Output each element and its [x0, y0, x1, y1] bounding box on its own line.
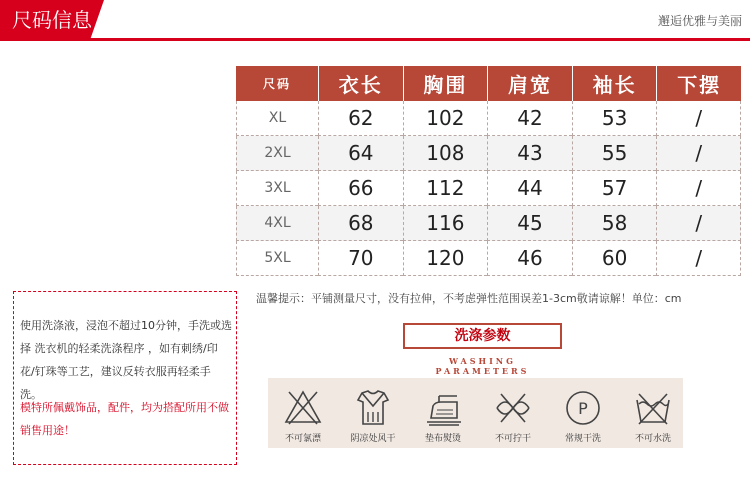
- header-bar: [0, 0, 750, 40]
- cell-sleeve: 55: [572, 136, 657, 171]
- size-table: [236, 66, 741, 276]
- header-shoulder: 肩宽: [487, 66, 572, 101]
- cell-sleeve: 57: [572, 171, 657, 206]
- header-divider: [0, 38, 750, 41]
- cell-size: 5XL: [236, 241, 318, 276]
- cell-hem: /: [656, 101, 741, 136]
- table-row: [236, 101, 741, 136]
- svg-text:P: P: [578, 399, 588, 418]
- cell-bust: 112: [403, 171, 488, 206]
- cell-shoulder: 45: [487, 206, 572, 241]
- header-bust: 胸围: [403, 66, 488, 101]
- washing-subtitle: WASHING PARAMETERS: [435, 356, 530, 376]
- cell-sleeve: 53: [572, 101, 657, 136]
- cell-size: XL: [236, 101, 318, 136]
- cell-bust: 102: [403, 101, 488, 136]
- cell-bust: 108: [403, 136, 488, 171]
- table-row: [236, 171, 741, 206]
- care-item: [408, 378, 478, 448]
- cell-shoulder: 43: [487, 136, 572, 171]
- cell-bust: 116: [403, 206, 488, 241]
- cell-hem: /: [656, 241, 741, 276]
- cell-length: 64: [318, 136, 403, 171]
- cell-length: 66: [318, 171, 403, 206]
- cell-bust: 120: [403, 241, 488, 276]
- care-label: 阴凉处风干: [350, 434, 396, 444]
- cell-shoulder: 44: [487, 171, 572, 206]
- page-title: 尺码信息: [12, 8, 92, 32]
- care-label: 常规干洗: [564, 434, 601, 444]
- no-wash-icon: [633, 388, 673, 428]
- cell-shoulder: 42: [487, 101, 572, 136]
- shade-dry-icon: [353, 388, 393, 428]
- no-bleach-icon: [283, 388, 323, 428]
- table-row: [236, 241, 741, 276]
- care-item: [548, 378, 618, 448]
- header-slogan: 邂逅优雅与美丽: [657, 14, 742, 28]
- table-row: [236, 136, 741, 171]
- care-label: 垫布熨烫: [424, 434, 461, 444]
- table-header-row: [236, 66, 741, 101]
- care-instructions-box: [13, 291, 237, 465]
- measurement-note: 温馨提示：平铺测量尺寸，没有拉伸，不考虑弹性范围误差1-3cm敬请谅解！单位：cm: [256, 292, 682, 305]
- care-label: 不可水洗: [634, 434, 671, 444]
- cell-hem: /: [656, 206, 741, 241]
- dry-clean-p-icon: [563, 388, 603, 428]
- no-wring-icon: [493, 388, 533, 428]
- care-item: [618, 378, 688, 448]
- washing-icons: [268, 378, 683, 448]
- care-label: 不可氯漂: [284, 434, 321, 444]
- washing-title: 洗涤参数: [403, 323, 562, 349]
- iron-with-cloth-icon: [423, 388, 463, 428]
- cell-hem: /: [656, 171, 741, 206]
- cell-size: 3XL: [236, 171, 318, 206]
- table-row: [236, 206, 741, 241]
- header-size: 尺码: [236, 66, 318, 101]
- care-item: [338, 378, 408, 448]
- page-header: [0, 0, 750, 40]
- cell-length: 62: [318, 101, 403, 136]
- header-sleeve: 袖长: [572, 66, 657, 101]
- care-item: [478, 378, 548, 448]
- cell-length: 70: [318, 241, 403, 276]
- cell-size: 2XL: [236, 136, 318, 171]
- cell-length: 68: [318, 206, 403, 241]
- header-length: 衣长: [318, 66, 403, 101]
- care-text: 使用洗涤液，浸泡不超过10分钟，手洗或选择 洗衣机的轻柔洗涤程序 ，如有刺绣/印花/钉珠等工艺，建议反转衣服再轻柔手洗。: [20, 319, 232, 401]
- cell-sleeve: 60: [572, 241, 657, 276]
- cell-sleeve: 58: [572, 206, 657, 241]
- cell-size: 4XL: [236, 206, 318, 241]
- header-hem: 下摆: [656, 66, 741, 101]
- care-warning: 模特所佩戴饰品，配件，均为搭配所用不做销售用途！: [20, 401, 229, 437]
- cell-shoulder: 46: [487, 241, 572, 276]
- cell-hem: /: [656, 136, 741, 171]
- care-label: 不可拧干: [494, 434, 531, 444]
- care-item: [268, 378, 338, 448]
